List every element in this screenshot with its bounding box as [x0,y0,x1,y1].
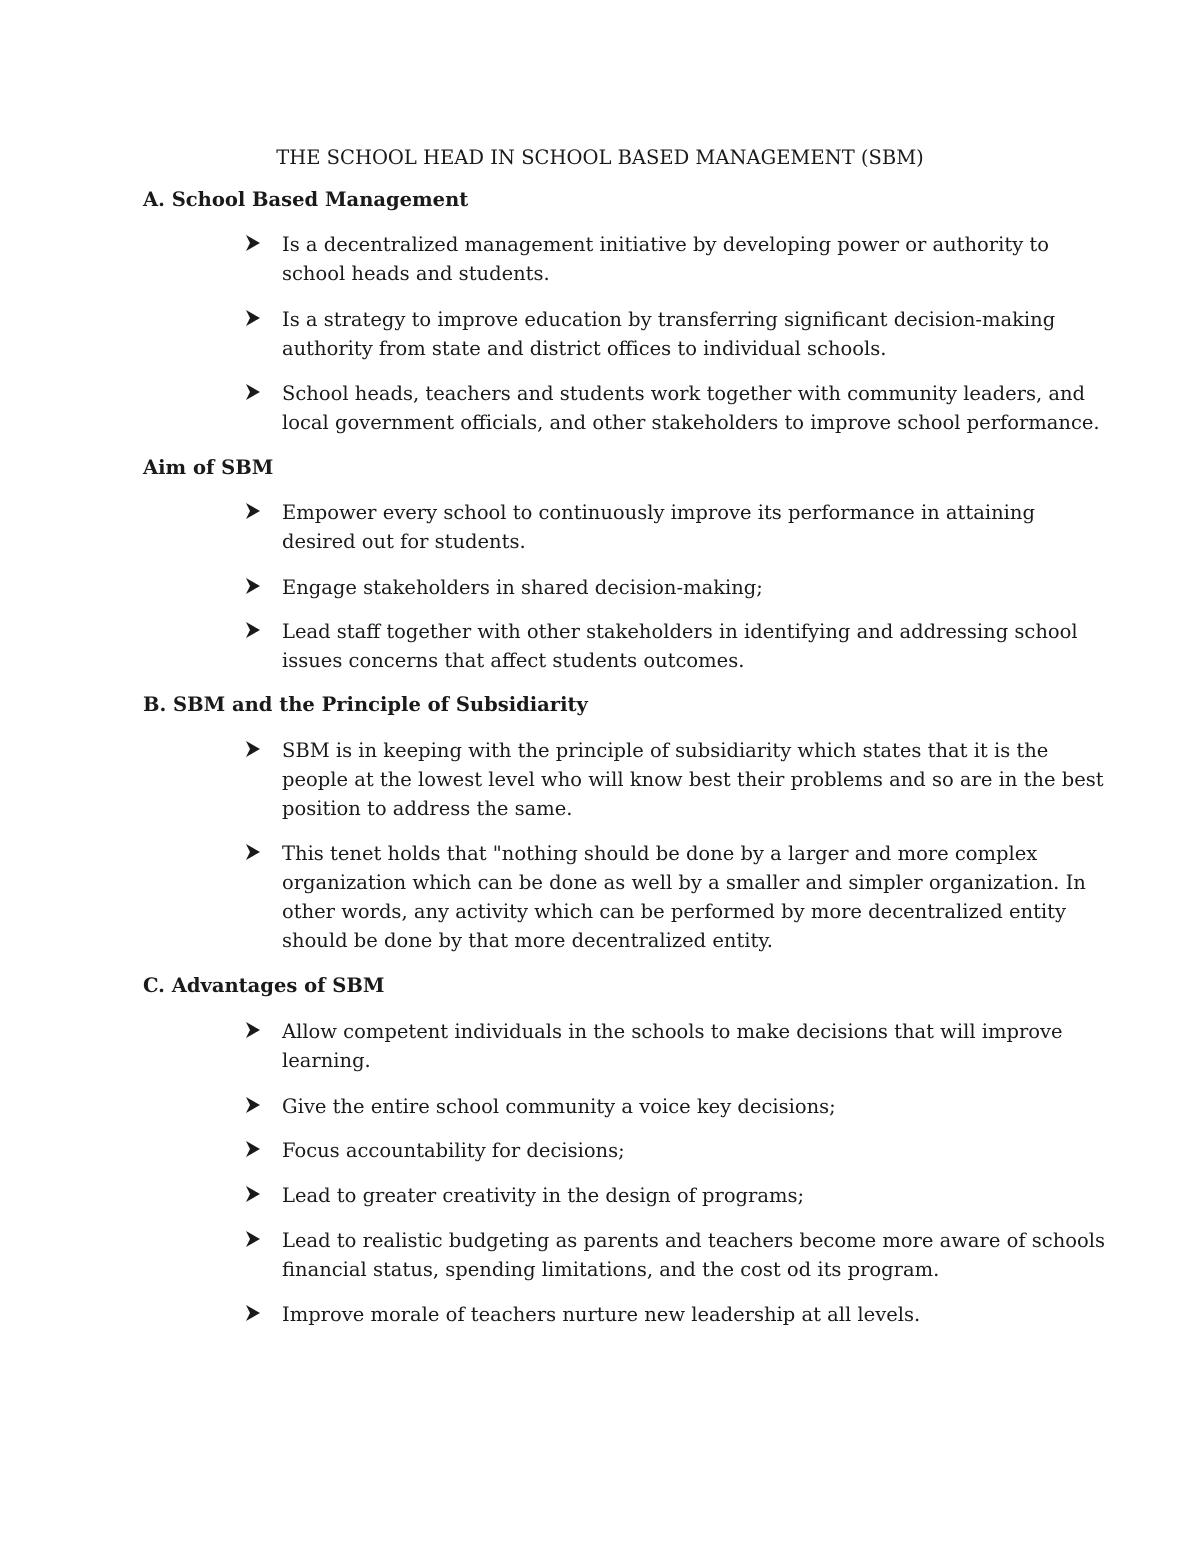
arrow-bullet-icon [245,740,263,760]
bullet-item [245,1226,1105,1284]
bullet-text-line: SBM is in keeping with the principle of subsidiarity which states that it is the [282,739,1049,762]
bullet-text-line: Focus accountability for decisions; [282,1139,625,1162]
bullet-item [245,305,1075,363]
arrow-bullet-icon [245,621,263,641]
section-heading: Aim of SBM [143,456,274,479]
bullet-text-line: Is a decentralized management initiative by developing power or authority to [282,233,1049,256]
bullet-text-line: Lead to realistic budgeting as parents and teachers become more aware of schools [282,1229,1105,1252]
bullet-text-line: authority from state and district offices to individual schools. [282,337,887,360]
bullet-item [245,498,1075,556]
arrow-bullet-icon [245,1185,263,1205]
bullet-item [245,1136,1075,1165]
bullet-text-line: financial status, spending limitations, and the cost od its program. [282,1258,940,1281]
arrow-bullet-icon [245,234,263,254]
bullet-item [245,230,1075,288]
bullet-text-line: School heads, teachers and students work together with community leaders, and [282,382,1086,405]
section-heading: B. SBM and the Principle of Subsidiarity [143,693,588,716]
bullet-text-line: Allow competent individuals in the schools to make decisions that will improve [282,1020,1063,1043]
bullet-text-line: school heads and students. [282,262,550,285]
bullet-item [245,736,1104,823]
bullet-text-line: position to address the same. [282,797,573,820]
arrow-bullet-icon [245,1021,263,1041]
bullet-item [245,573,1075,602]
arrow-bullet-icon [245,309,263,329]
bullet-text-line: desired out for students. [282,530,526,553]
arrow-bullet-icon [245,502,263,522]
page-title: THE SCHOOL HEAD IN SCHOOL BASED MANAGEMENT (SBM) [276,146,924,169]
bullet-item [245,617,1078,675]
arrow-bullet-icon [245,577,263,597]
bullet-text-line: Engage stakeholders in shared decision-making; [282,576,763,599]
bullet-text-line: learning. [282,1049,371,1072]
bullet-text-line: Improve morale of teachers nurture new leadership at all levels. [282,1303,921,1326]
bullet-text-line: other words, any activity which can be performed by more decentralized entity [282,900,1066,923]
bullet-item [245,379,1100,437]
bullet-item [245,1300,1075,1329]
arrow-bullet-icon [245,1304,263,1324]
bullet-text-line: should be done by that more decentralized entity. [282,929,773,952]
arrow-bullet-icon [245,1140,263,1160]
bullet-text-line: Give the entire school community a voice key decisions; [282,1095,836,1118]
bullet-text-line: people at the lowest level who will know best their problems and so are in the best [282,768,1104,791]
arrow-bullet-icon [245,843,263,863]
bullet-text-line: organization which can be done as well by a smaller and simpler organization. In [282,871,1086,894]
arrow-bullet-icon [245,383,263,403]
bullet-item [245,1092,1075,1121]
bullet-item [245,839,1086,955]
bullet-text-line: Lead staff together with other stakeholders in identifying and addressing school [282,620,1078,643]
bullet-text-line: issues concerns that affect students outcomes. [282,649,745,672]
bullet-text-line: Is a strategy to improve education by transferring significant decision-making [282,308,1056,331]
arrow-bullet-icon [245,1230,263,1250]
bullet-text-line: Empower every school to continuously improve its performance in attaining [282,501,1035,524]
bullet-text-line: Lead to greater creativity in the design of programs; [282,1184,805,1207]
bullet-text-line: local government officials, and other stakeholders to improve school performance. [282,411,1100,434]
arrow-bullet-icon [245,1096,263,1116]
section-heading: A. School Based Management [143,188,469,211]
bullet-item [245,1181,1075,1210]
bullet-text-line: This tenet holds that "nothing should be done by a larger and more complex [282,842,1038,865]
bullet-item [245,1017,1075,1075]
section-heading: C. Advantages of SBM [143,974,385,997]
